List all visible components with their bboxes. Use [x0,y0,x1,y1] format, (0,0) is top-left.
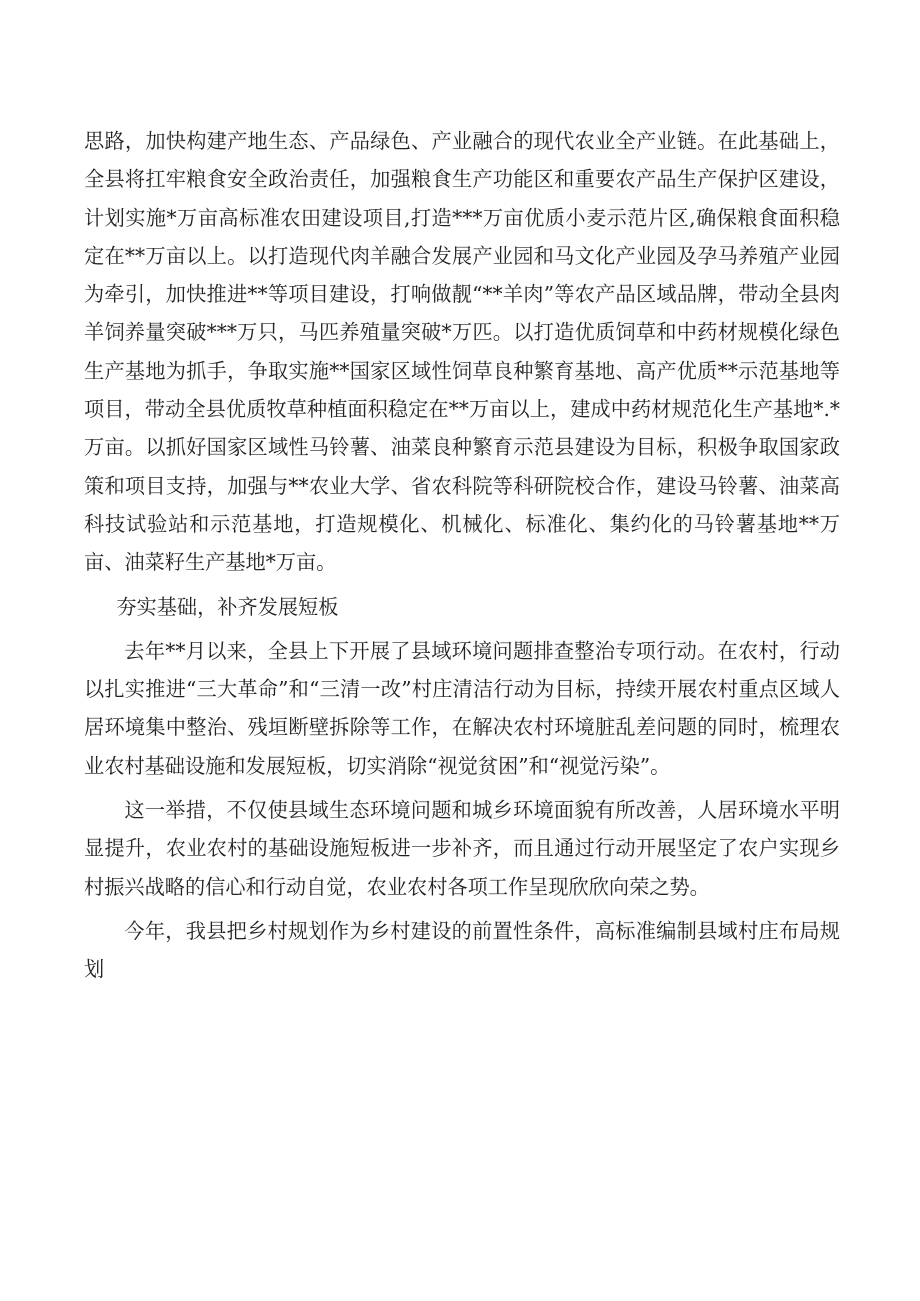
section-heading: 夯实基础，补齐发展短板 [116,594,339,619]
document-body [84,122,840,995]
paragraph: 去年**月以来，全县上下开展了县域环境问题排查整治专项行动。在农村，行动以扎实推进“三大革命”和“三清一改”村庄清洁行动为目标，持续开展农村重点区域人居环境集中整治、残垣断壁拆除等工作，在解决农村环境脏乱差问题的同时，梳理农业农村基础设施和发展短板，切实消除“视觉贫困”和“视觉污染”。 [84,638,840,778]
paragraph: 今年，我县把乡村规划作为乡村建设的前置性条件，高标准编制县域村庄布局规划 [84,918,840,982]
paragraph: 这一举措，不仅使县域生态环境问题和城乡环境面貌有所改善，人居环境水平明显提升，农业农村的基础设施短板进一步补齐，而且通过行动开展坚定了农户实现乡村振兴战略的信心和行动自觉，农业农村各项工作呈现欣欣向荣之势。 [84,798,840,899]
paragraph-continuation: 思路，加快构建产地生态、产品绿色、产业融合的现代农业全产业链。在此基础上，全县将扛牢粮食安全政治责任，加强粮食生产功能区和重要农产品生产保护区建设，计划实施*万亩高标准农田建设项目,打造***万亩优质小麦示范片区,确保粮食面积稳定在**万亩以上。以打造现代肉羊融合发展产业园和马文化产业园及孕马养殖产业园为牵引，加快推进**等项目建设，打响做靓“**羊肉”等农产品区域品牌，带动全县肉羊饲养量突破***万只，马匹养殖量突破*万匹。以打造优质饲草和中药材规模化绿色生产基地为抓手，争取实施**国家区域性饲草良种繁育基地、高产优质**示范基地等项目，带动全县优质牧草种植面积稳定在**万亩以上，建成中药材规范化生产基地*.*万亩。以抓好国家区域性马铃薯、油菜良种繁育示范县建设为目标，积极争取国家政策和项目支持，加强与**农业大学、省农科院等科研院校合作，建设马铃薯、油菜高科技试验站和示范基地，打造规模化、机械化、标准化、集约化的马铃薯基地**万亩、油菜籽生产基地*万亩。 [84,129,840,575]
